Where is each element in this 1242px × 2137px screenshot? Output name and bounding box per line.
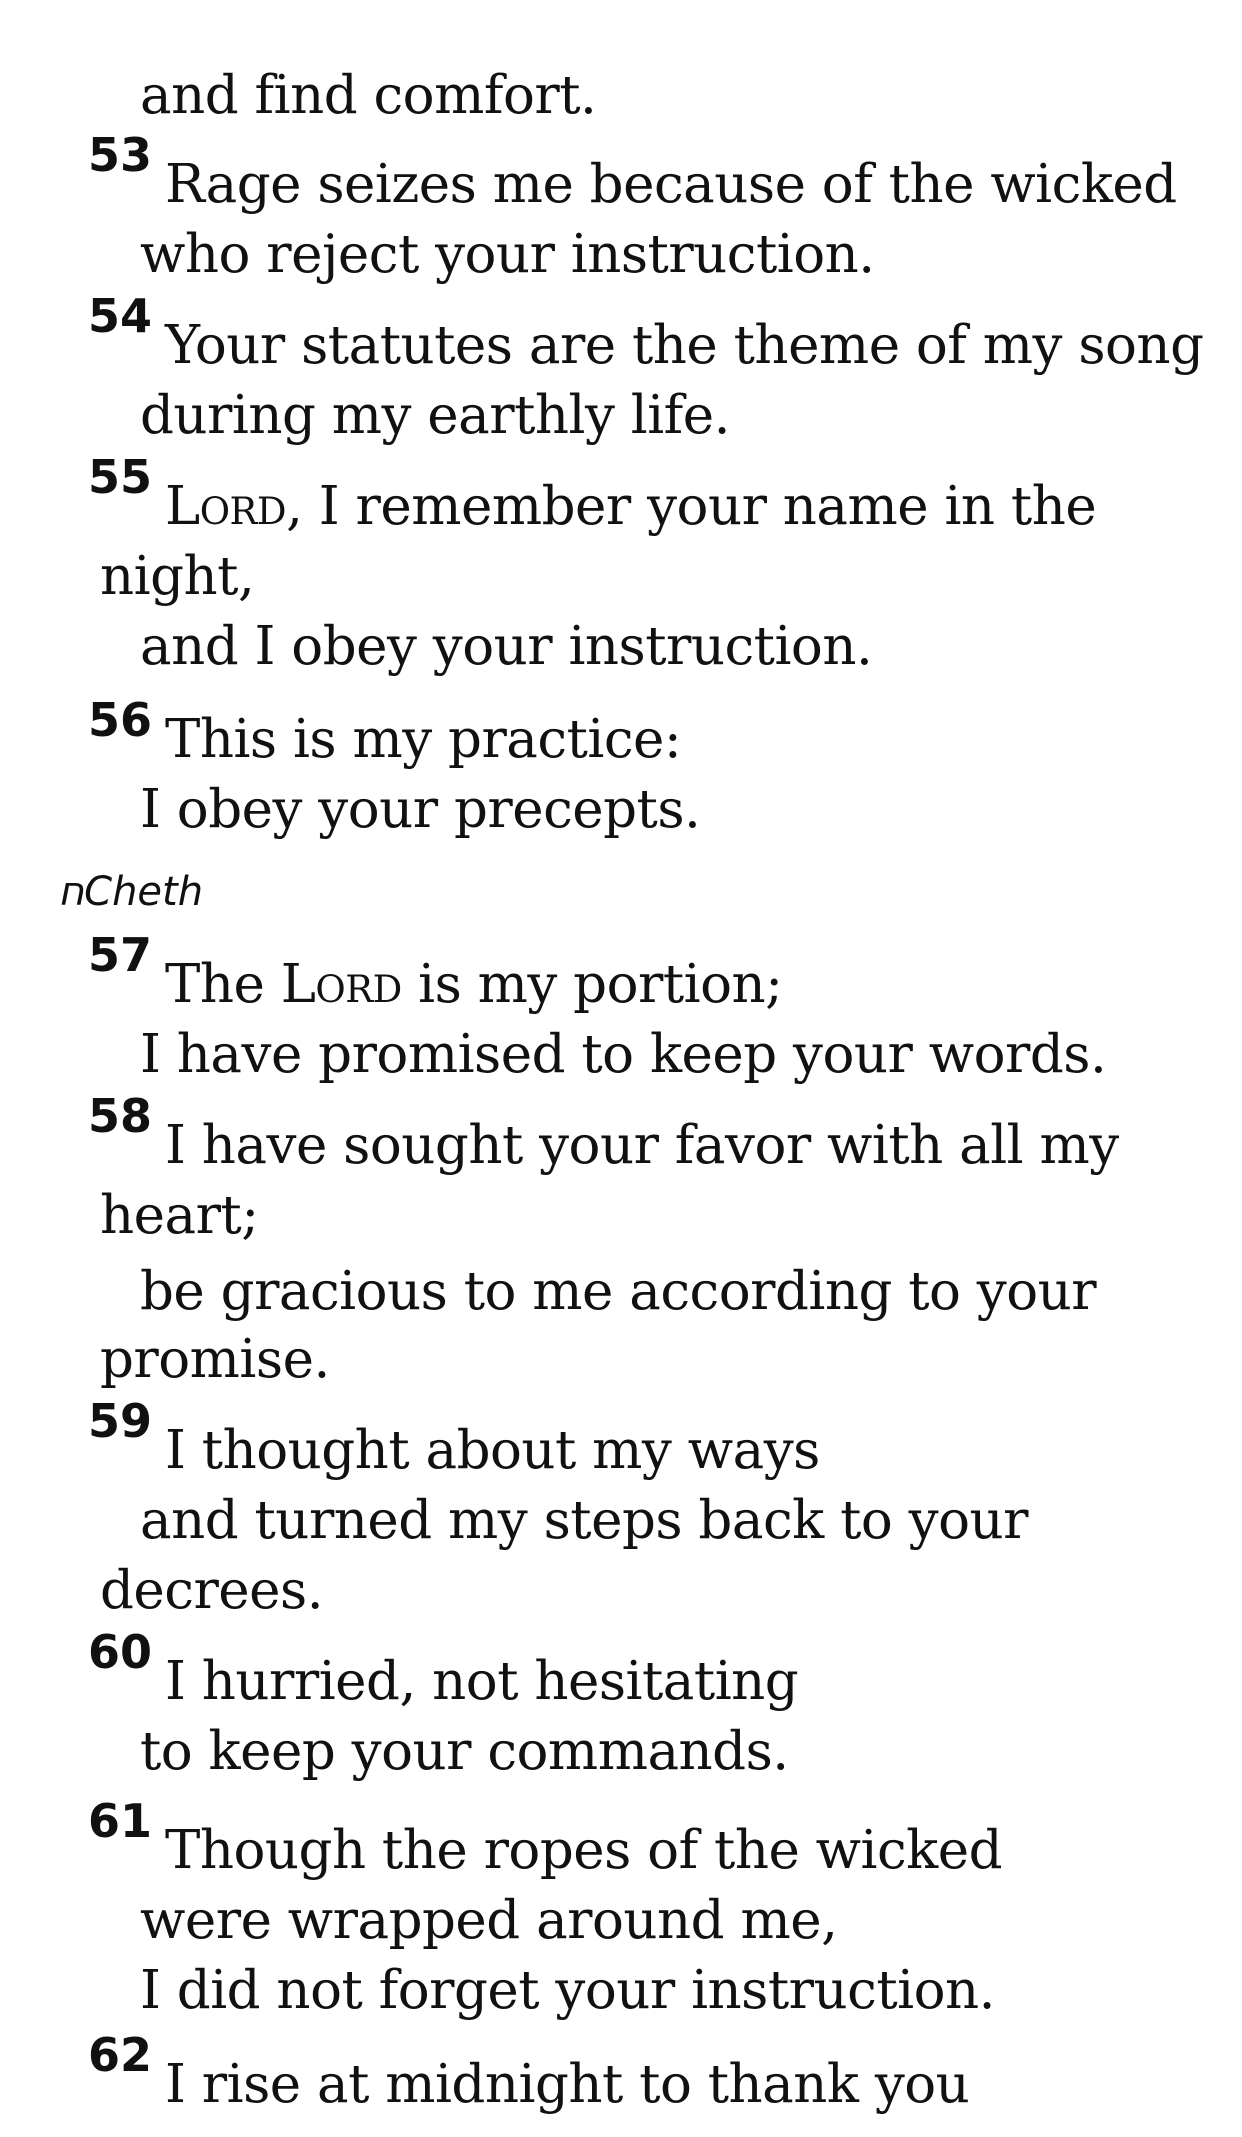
verse-line: heart; [100, 1185, 259, 1246]
verse-line: who reject your instruction. [140, 224, 875, 285]
verse-line [165, 477, 1096, 537]
verse-number: 61 [88, 1794, 153, 1848]
verse-number: 56 [88, 693, 153, 747]
verse-line: This is my practice: [165, 709, 682, 770]
verse-line: Though the ropes of the wicked [165, 1820, 1003, 1881]
verse-text: is my portion; [401, 954, 783, 1015]
verse-number: 59 [88, 1394, 153, 1448]
verse-text: , I remember your name in the [286, 476, 1097, 537]
verse-line: were wrapped around me, [140, 1890, 838, 1951]
verse-number: 62 [88, 2028, 153, 2082]
verse-line: I have sought your favor with all my [165, 1115, 1119, 1176]
verse-number: 53 [88, 128, 153, 182]
verse-line: I hurried, not hesitating [165, 1651, 799, 1712]
section-heading [58, 867, 203, 917]
verse-number: 60 [88, 1625, 153, 1679]
verse-line [165, 955, 782, 1015]
verse-line: and I obey your instruction. [140, 616, 873, 677]
divine-name: Lord [165, 476, 287, 537]
verse-line: I rise at midnight to thank you [165, 2054, 970, 2115]
verse-line: I obey your precepts. [140, 779, 701, 840]
verse-text: The [165, 954, 281, 1015]
verse-line: to keep your commands. [140, 1721, 789, 1782]
verse-line: night, [100, 546, 255, 607]
verse-line: Your statutes are the theme of my song [165, 315, 1204, 376]
verse-number: 54 [88, 289, 153, 343]
hebrew-letter: ח [58, 869, 85, 915]
verse-line: be gracious to me according to your [140, 1261, 1097, 1322]
verse-line: I have promised to keep your words. [140, 1024, 1107, 1085]
verse-number: 57 [88, 928, 153, 982]
verse-line: I did not forget your instruction. [140, 1960, 995, 2021]
verse-line: Rage seizes me because of the wicked [165, 154, 1177, 215]
verse-line: decrees. [100, 1560, 324, 1621]
divine-name: Lord [280, 954, 402, 1015]
verse-number: 58 [88, 1089, 153, 1143]
verse-line: during my earthly life. [140, 385, 731, 446]
verse-line: and find comfort. [140, 65, 597, 126]
section-heading-name: Cheth [84, 869, 204, 915]
verse-line: and turned my steps back to your [140, 1490, 1028, 1551]
verse-line: I thought about my ways [165, 1420, 820, 1481]
verse-number: 55 [88, 450, 153, 504]
verse-line: promise. [100, 1329, 330, 1390]
